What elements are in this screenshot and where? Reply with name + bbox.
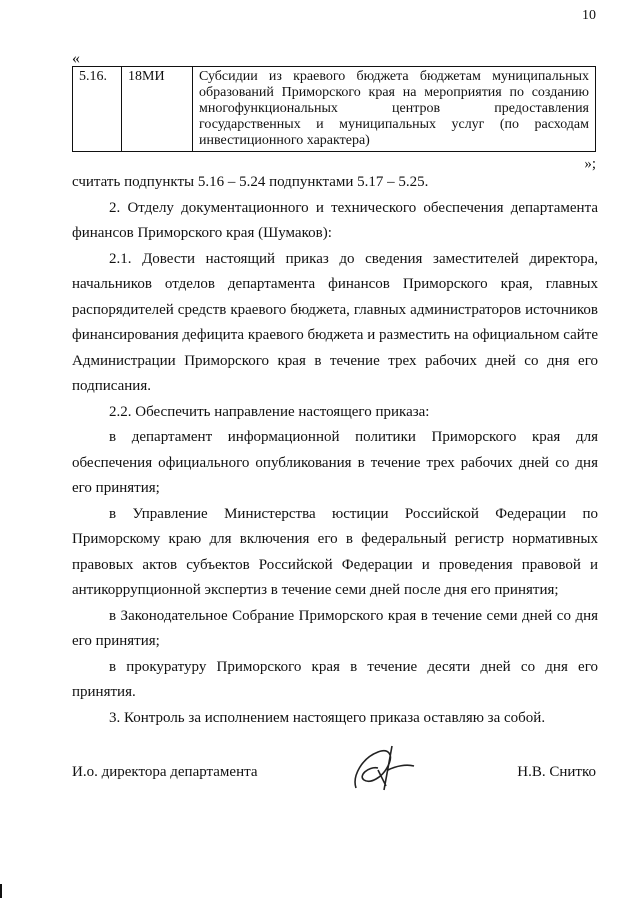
handwritten-signature — [348, 740, 420, 794]
row-code-cell: 18МИ — [122, 67, 193, 152]
row-number-cell: 5.16. — [73, 67, 122, 152]
paragraph-2-1: 2.1. Довести настоящий приказ до сведения заместителей директора, начальников отделов департамента финансов Приморского края, главных распорядителей средств краевого бюджета, главных администраторов источников финансирования дефицита краевого бюджета и разместить на официальном сайте Администрации Приморского края в течение трех рабочих дней со дня его подписания. — [72, 250, 598, 394]
document-body — [72, 170, 598, 731]
paragraph-2: 2. Отделу документационного и технического обеспечения департамента финансов Приморского края (Шумаков): — [72, 199, 598, 241]
paragraph-2-2-item-4: в прокуратуру Приморского края в течение десяти дней со дня его принятия. — [72, 658, 598, 700]
closing-quote: »; — [584, 156, 596, 172]
inserted-table — [72, 66, 596, 152]
page-number: 10 — [582, 8, 596, 23]
opening-quote: « — [72, 50, 80, 67]
paragraph-2-2-item-1: в департамент информационной политики Приморского края для обеспечения официального опубликования в течение трех рабочих дней со дня его принятия; — [72, 429, 598, 496]
signatory-position: И.о. директора департамента — [72, 764, 258, 780]
paragraph-renumber: считать подпункты 5.16 – 5.24 подпунктами 5.17 – 5.25. — [72, 174, 429, 190]
paragraph-3: 3. Контроль за исполнением настоящего приказа оставляю за собой. — [109, 709, 546, 726]
paragraph-2-2-item-3: в Законодательное Собрание Приморского края в течение семи дней со дня его принятия; — [72, 607, 598, 649]
signatory-name: Н.В. Снитко — [517, 764, 596, 780]
paragraph-2-2-item-2: в Управление Министерства юстиции Российской Федерации по Приморскому краю для включения его в федеральный регистр нормативных правовых актов субъектов Российской Федерации и проведения правовой и антикоррупционной экспертиз в течение семи дней после дня его принятия; — [72, 505, 598, 598]
paragraph-2-2: 2.2. Обеспечить направление настоящего приказа: — [109, 403, 430, 420]
row-description-cell: Субсидии из краевого бюджета бюджетам муниципальных образований Приморского края на мероприятия по созданию многофункциональных центров предоставления государственных и муниципальных услуг (по расходам инвестиционного характера) — [193, 67, 596, 152]
scan-edge-mark — [0, 884, 2, 898]
table-row — [73, 67, 596, 152]
